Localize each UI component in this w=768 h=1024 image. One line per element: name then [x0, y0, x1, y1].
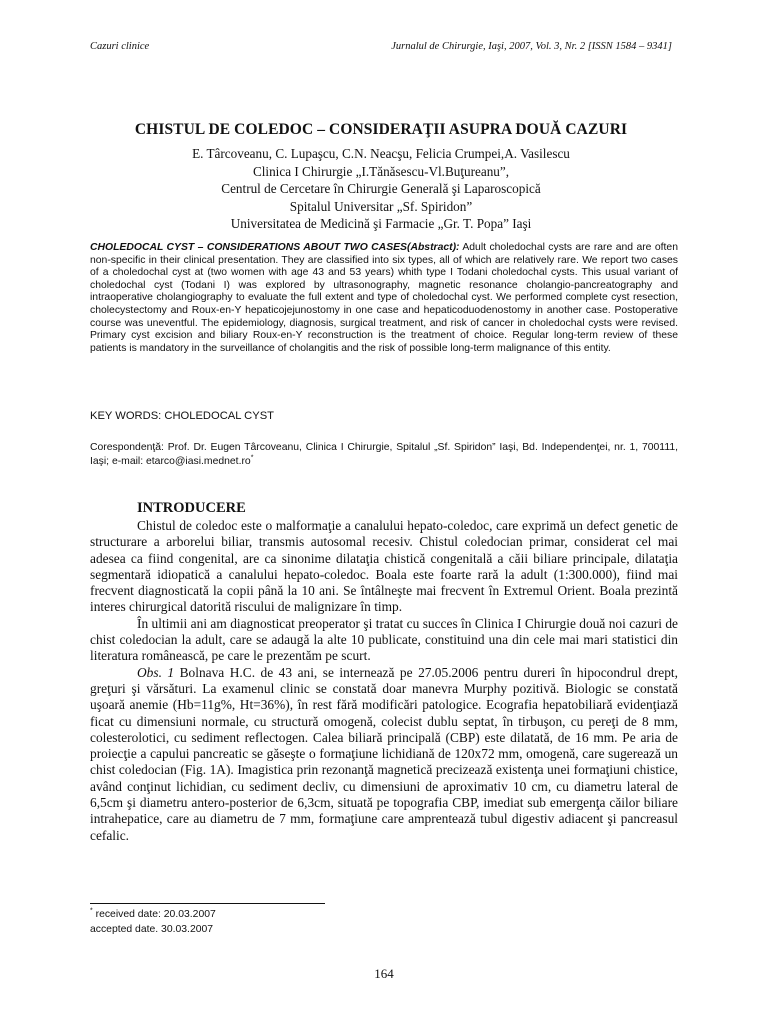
observation-label: Obs. 1	[137, 664, 175, 680]
footnote-divider	[90, 903, 325, 904]
section-heading-introducere: INTRODUCERE	[137, 500, 246, 516]
header-section-label: Cazuri clinice	[90, 41, 150, 52]
footnote-received	[90, 907, 216, 922]
paragraph	[90, 665, 678, 844]
observation-text: Bolnava H.C. de 43 ani, se internează pe 27.05.2006 pentru dureri în hipocondrul drept, greţuri şi vărsături. La examenul clinic se constată doar manevra Murphy pozitivă. Biologic se constată uşoară anemie (Hb=11g%, Ht=36%), în rest fără modificări patologice. Ecografia hepatobiliară evidenţiază ficat cu dimensiuni normale, cu structură omogenă, colecist dublu septat, în tirbuşon, cu pereţi de 8 mm, colesterolotici, cu sediment reflectogen. Calea biliară principală (CBP) este dilatată, de 16 mm. Pe aria de proiecţie a capului pancreatic se găseşte o formaţiune lichidiană de 120x72 mm, omogenă, care sugerează un chist coledocian (Fig. 1A). Imagistica prin rezonanţă magnetică precizează existenţa unei formaţiuni chistice, având conţinut lichidian, cu sediment decliv, cu dimensiuni de aproximativ 10 cm, cu diametru lateral de 6,5cm şi diametru antero-posterior de 6,3cm, situată pe topografia CBP, imediat sub emergenţa căilor biliare intrahepatice, care au diametru de 7 mm, formaţiune care amprentează tubul digestiv adiacent şi pancreasul cefalic.	[90, 664, 678, 843]
author-block	[90, 145, 672, 233]
keywords: KEY WORDS: CHOLEDOCAL CYST	[90, 410, 275, 422]
body-text	[90, 518, 678, 844]
correspondence-footnote-mark: *	[250, 454, 254, 462]
accepted-date: accepted date. 30.03.2007	[90, 924, 214, 935]
abstract-heading: CHOLEDOCAL CYST – CONSIDERATIONS ABOUT TWO CASES(Abstract):	[90, 242, 460, 253]
correspondence	[90, 441, 678, 469]
affiliation-line: Clinica I Chirurgie „I.Tănăsescu-Vl.Buţureanu”,	[252, 163, 510, 179]
footnotes	[90, 907, 216, 937]
page-number: 164	[374, 966, 394, 981]
received-date: received date: 20.03.2007	[92, 909, 216, 920]
author-list: E. Târcoveanu, C. Lupaşcu, C.N. Neacşu, Felicia Crumpei,A. Vasilescu	[192, 146, 570, 161]
footnote-mark: *	[90, 907, 93, 915]
header-journal-citation: Jurnalul de Chirurgie, Iaşi, 2007, Vol. 3, Nr. 2 [ISSN 1584 – 9341]	[391, 41, 672, 52]
paragraph: În ultimii ani am diagnosticat preoperator şi tratat cu succes în Clinica I Chirurgie două noi cazuri de chist coledocian la adult, care se adaugă la alte 10 publicate, constituind una din cele mai mari statistici din literatura românească, pe care le prezentăm pe scurt.	[90, 615, 678, 664]
affiliation-line: Centrul de Cercetare în Chirurgie Generală şi Laparoscopică	[221, 181, 541, 197]
running-header	[90, 41, 672, 52]
article-title: CHISTUL DE COLEDOC – CONSIDERAŢII ASUPRA DOUĂ CAZURI	[134, 121, 628, 138]
abstract	[90, 242, 678, 355]
paragraph: Chistul de coledoc este o malformaţie a canalului hepato-coledoc, care exprimă un defect genetic de structurare a arborelui biliar, transmis autosomal recesiv. Chistul coledocian primar, considerat cel mai adesea ca fiind congenital, are ca sinonime dilataţia chistică congenitală a căii biliare principale, dilataţia segmentară idiopatică a canalului hepato-coledoc. Boala este foarte rară la adult (1:300.000), fiind mai frecvent diagnosticată la copii până la 10 ani. Se întâlneşte mai frecvent în Extremul Orient. Boala prezintă interes chirurgical datorită riscului de malignizare în timp.	[90, 518, 678, 615]
affiliation-line: Spitalul Universitar „Sf. Spiridon”	[289, 198, 473, 214]
affiliation-line: Universitatea de Medicină şi Farmacie „Gr. T. Popa” Iaşi	[230, 216, 532, 232]
abstract-text: Adult choledochal cysts are rare and are often non-specific in their clinical presentation. They are classified into six types, all of which are relatively rare. We report two cases of a choledochal cyst at (two women with age 43 and 53 years) whith type I Todani choledochal cysts. This usual variant of choledochal cyst (Todani I) was explored by ultrasonography, magnetic resonance cholangio-pancreatography and intraoperative cholangiography to evaluate the full extent and type of choledochal cyst. We performed complete cyst resection, cholecystectomy and Roux-en-Y hepaticojejunostomy in one case and hepaticoduodenostomy in another case. Postoperative course was uneventful. The epidemiology, diagnosis, surgical treatment, and risk of cancer in choledochal cysts were revised. Primary cyst excision and biliary Roux-en-Y reconstruction is the treatment of choice. Regular long-term review of these patients is mandatory in the surveillance of cholangitis and the risk of possible long-term malignance of this entity.	[90, 242, 678, 354]
correspondence-text: Corespondenţă: Prof. Dr. Eugen Târcoveanu, Clinica I Chirurgie, Spitalul „Sf. Spiridon” Iaşi, Bd. Independenţei, nr. 1, 700111, Iaşi; e-mail: etarco@iasi.mednet.ro	[90, 442, 678, 467]
